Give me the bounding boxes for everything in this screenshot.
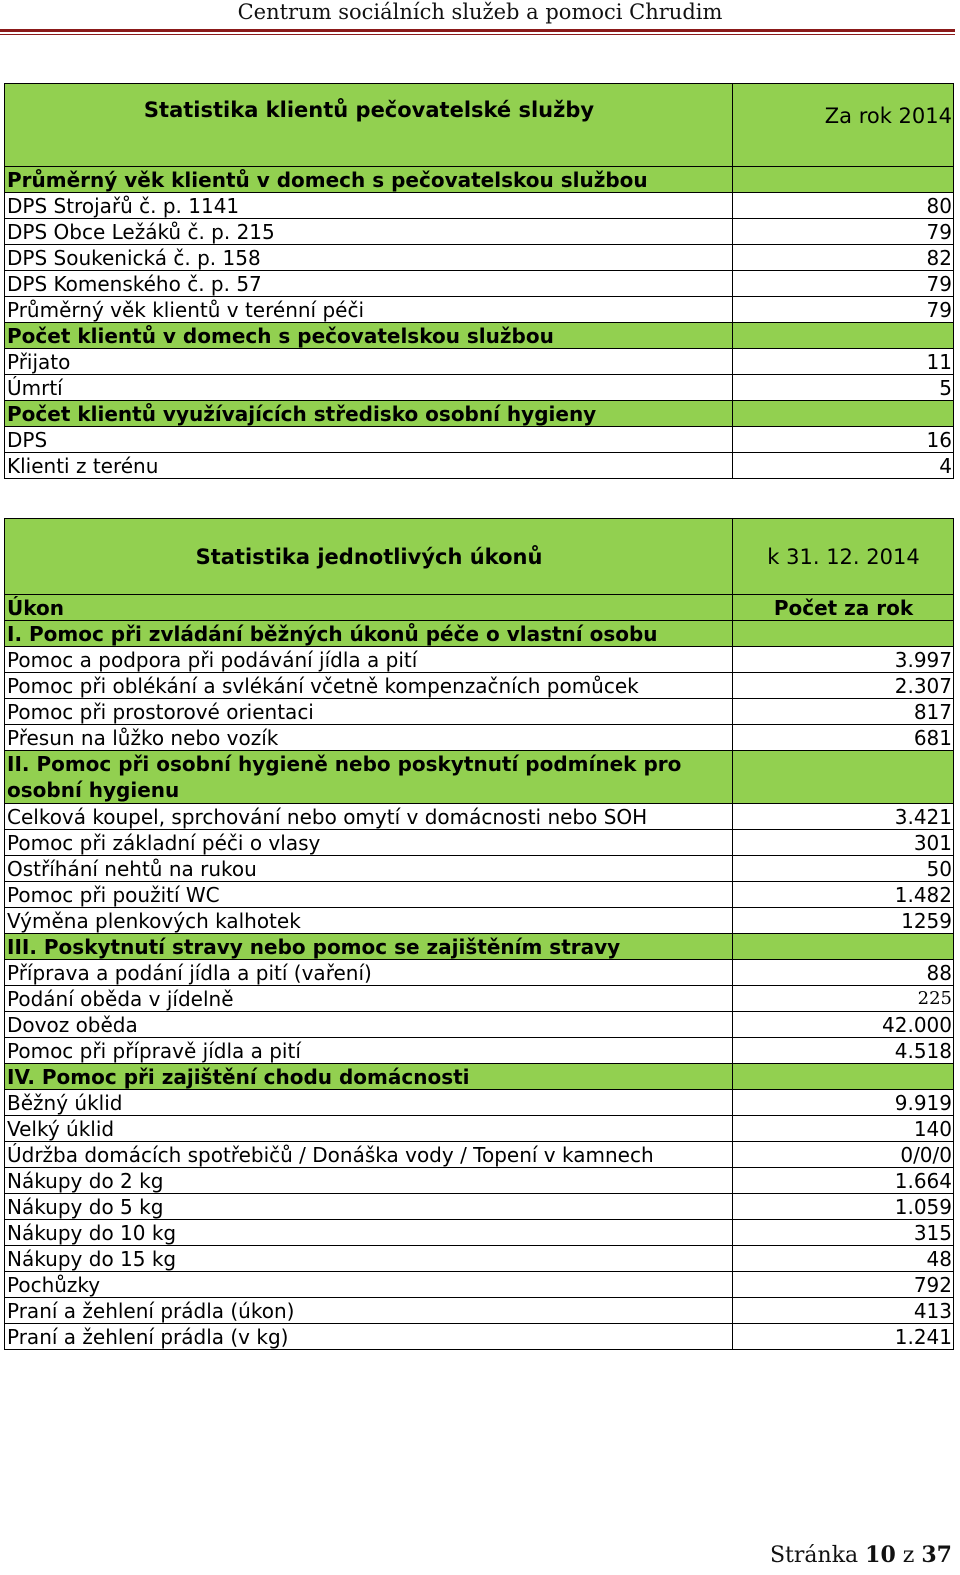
row-label: Celková koupel, sprchování nebo omytí v domácnosti nebo SOH [5,804,733,830]
row-label: Pomoc při prostorové orientaci [5,699,733,725]
row-value: 80 [733,193,954,219]
row-label: Pomoc při přípravě jídla a pití [5,1038,733,1064]
service-acts-title: Statistika jednotlivých úkonů [5,519,733,595]
row-value: 11 [733,349,954,375]
service-act-row [5,1324,954,1350]
row-value: 681 [733,725,954,751]
row-value: 79 [733,271,954,297]
service-acts-title-row [5,519,954,595]
service-acts-table [4,518,954,1350]
section-title: II. Pomoc při osobní hygieně nebo poskytnutí podmínek pro osobní hygienu [5,751,733,804]
row-value: 16 [733,427,954,453]
section-title: Počet klientů využívajících středisko osobní hygieny [5,401,733,427]
row-value: 1.059 [733,1194,954,1220]
row-label: Pomoc při použití WC [5,882,733,908]
row-value: 4 [733,453,954,479]
service-act-row [5,1168,954,1194]
row-value: 42.000 [733,1012,954,1038]
row-value: 88 [733,960,954,986]
service-act-row [5,673,954,699]
section-header-row [5,934,954,960]
row-value: 5 [733,375,954,401]
row-label: DPS [5,427,733,453]
row-value: 2.307 [733,673,954,699]
section-header-row [5,167,954,193]
service-act-row [5,908,954,934]
row-value: 50 [733,856,954,882]
statistic-row [5,375,954,401]
service-act-row [5,1116,954,1142]
section-header-row [5,1064,954,1090]
service-act-row [5,1272,954,1298]
row-value: 9.919 [733,1090,954,1116]
row-value: 79 [733,297,954,323]
statistic-row [5,349,954,375]
row-label: Praní a žehlení prádla (v kg) [5,1324,733,1350]
row-value: 413 [733,1298,954,1324]
row-label: Pochůzky [5,1272,733,1298]
row-value: 48 [733,1246,954,1272]
section-title: I. Pomoc při zvládání běžných úkonů péče o vlastní osobu [5,621,733,647]
row-value: 225 [733,986,954,1012]
row-label: Běžný úklid [5,1090,733,1116]
row-label: DPS Strojařů č. p. 1141 [5,193,733,219]
statistic-row [5,219,954,245]
service-acts-column-header-row [5,595,954,621]
service-act-row [5,1012,954,1038]
section-value-empty [733,401,954,427]
row-label: DPS Soukenická č. p. 158 [5,245,733,271]
page-of: z [902,1543,915,1568]
row-label: DPS Obce Ležáků č. p. 215 [5,219,733,245]
section-header-row [5,621,954,647]
row-value: 817 [733,699,954,725]
row-label: Příprava a podání jídla a pití (vaření) [5,960,733,986]
row-label: Pomoc a podpora při podávání jídla a pití [5,647,733,673]
statistic-row [5,453,954,479]
row-label: Nákupy do 10 kg [5,1220,733,1246]
section-value-empty [733,621,954,647]
section-header-row [5,323,954,349]
service-act-row [5,1142,954,1168]
statistic-row [5,245,954,271]
page-word: Stránka [769,1543,859,1568]
section-title: Počet klientů v domech s pečovatelskou službou [5,323,733,349]
statistic-row [5,193,954,219]
service-act-row [5,830,954,856]
service-act-row [5,960,954,986]
service-act-row [5,725,954,751]
row-label: Úmrtí [5,375,733,401]
statistic-row [5,297,954,323]
row-value: 140 [733,1116,954,1142]
column-header-act: Úkon [5,595,733,621]
row-label: Ostříhání nehtů na rukou [5,856,733,882]
row-value: 315 [733,1220,954,1246]
section-value-empty [733,323,954,349]
row-label: Přijato [5,349,733,375]
row-value: 79 [733,219,954,245]
page-current: 10 [865,1542,896,1568]
service-act-row [5,1090,954,1116]
section-header-row [5,401,954,427]
row-label: Nákupy do 5 kg [5,1194,733,1220]
service-act-row [5,804,954,830]
statistic-row [5,427,954,453]
row-value: 0/0/0 [733,1142,954,1168]
row-label: DPS Komenského č. p. 57 [5,271,733,297]
service-act-row [5,1298,954,1324]
row-label: Výměna plenkových kalhotek [5,908,733,934]
service-act-row [5,647,954,673]
section-value-empty [733,751,954,804]
service-act-row [5,1038,954,1064]
row-label: Podání oběda v jídelně [5,986,733,1012]
row-label: Velký úklid [5,1116,733,1142]
row-label: Přesun na lůžko nebo vozík [5,725,733,751]
service-act-row [5,699,954,725]
section-title: Průměrný věk klientů v domech s pečovatelskou službou [5,167,733,193]
row-label: Údržba domácích spotřebičů / Donáška vody / Topení v kamnech [5,1142,733,1168]
header-rule-thin [0,34,955,35]
row-value: 3.997 [733,647,954,673]
service-act-row [5,1220,954,1246]
client-statistics-title: Statistika klientů pečovatelské služby [5,84,733,167]
header-rule [0,29,955,32]
service-act-row [5,1246,954,1272]
row-value: 792 [733,1272,954,1298]
service-act-row [5,1194,954,1220]
row-label: Pomoc při oblékání a svlékání včetně kompenzačních pomůcek [5,673,733,699]
column-header-count: Počet za rok [733,595,954,621]
row-value: 1.664 [733,1168,954,1194]
row-label: Praní a žehlení prádla (úkon) [5,1298,733,1324]
row-label: Dovoz oběda [5,1012,733,1038]
row-value: 1.482 [733,882,954,908]
client-statistics-table [4,83,954,479]
row-value: 4.518 [733,1038,954,1064]
service-acts-date: k 31. 12. 2014 [733,519,954,595]
client-statistics-title-row [5,84,954,167]
section-value-empty [733,167,954,193]
service-act-row [5,856,954,882]
row-value: 1.241 [733,1324,954,1350]
service-act-row [5,986,954,1012]
page-total: 37 [921,1542,952,1568]
row-label: Nákupy do 2 kg [5,1168,733,1194]
section-value-empty [733,1064,954,1090]
statistic-row [5,271,954,297]
row-value: 1259 [733,908,954,934]
section-value-empty [733,934,954,960]
client-statistics-period: Za rok 2014 [733,84,954,167]
row-label: Klienti z terénu [5,453,733,479]
row-value: 301 [733,830,954,856]
service-act-row [5,882,954,908]
row-value: 3.421 [733,804,954,830]
section-title: III. Poskytnutí stravy nebo pomoc se zajištěním stravy [5,934,733,960]
section-header-row [5,751,954,804]
row-label: Nákupy do 15 kg [5,1246,733,1272]
row-value: 82 [733,245,954,271]
row-label: Pomoc při základní péči o vlasy [5,830,733,856]
row-label: Průměrný věk klientů v terénní péči [5,297,733,323]
section-title: IV. Pomoc při zajištění chodu domácnosti [5,1064,733,1090]
page-number [770,1542,952,1568]
document-header-title: Centrum sociálních služeb a pomoci Chrudim [237,0,723,24]
